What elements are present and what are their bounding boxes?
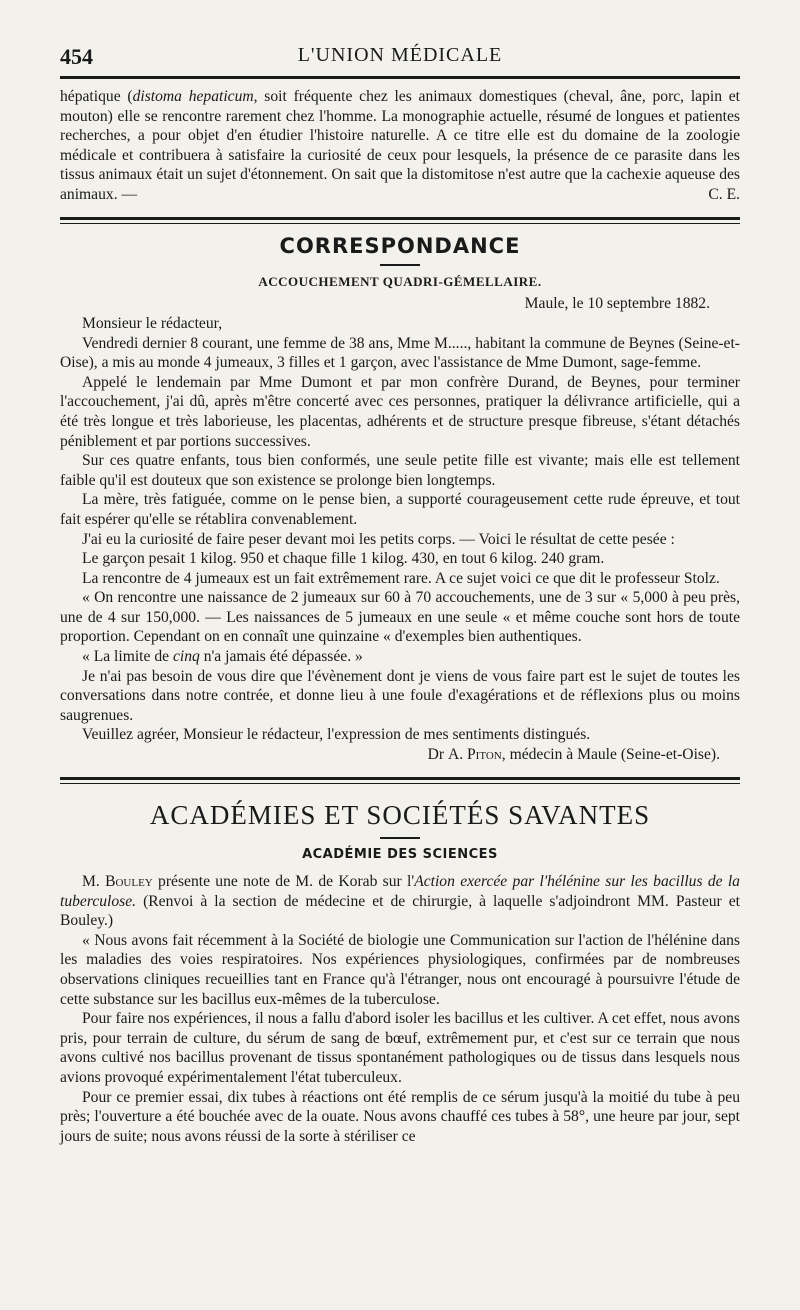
letter-paragraph: Appelé le lendemain par Mme Dumont et par mon confrère Durand, de Beynes, pour terminer l'accouchement, j'ai dû, après m'être concerté avec ces personnes, pratiquer la délivrance artificielle, qui a été très longue et très laborieuse, les placentas, adhérents et de structure presque fibreuse, s'étant détachés péniblement et par portions successives. bbox=[60, 373, 740, 450]
letter-paragraph: Le garçon pesait 1 kilog. 950 et chaque fille 1 kilog. 430, en tout 6 kilog. 240 gram. bbox=[82, 550, 605, 568]
review-species-name: distoma hepaticum bbox=[132, 88, 254, 105]
letter-title: ACCOUCHEMENT QUADRI-GÉMELLAIRE. bbox=[258, 273, 542, 289]
page-header bbox=[60, 40, 740, 74]
letter-paragraph: La rencontre de 4 jumeaux est un fait extrêmement rare. A ce sujet voici ce que dit le professeur Stolz. bbox=[82, 569, 720, 587]
letter-paragraph: J'ai eu la curiosité de faire peser devant moi les petits corps. — Voici le résultat de cette pesée : bbox=[82, 530, 675, 548]
letter-dateline: Maule, le 10 septembre 1882. bbox=[524, 294, 710, 312]
quote-suffix: n'a jamais été dépassée. » bbox=[199, 648, 363, 666]
letter-paragraph: Vendredi dernier 8 courant, une femme de 38 ans, Mme M....., habitant la commune de Beynes (Seine-et-Oise), a mis au monde 4 jumeaux, 3 filles et 1 garçon, avec l'assistance de Mme Dumont, sage-femme. bbox=[60, 334, 740, 372]
section-divider bbox=[60, 777, 740, 784]
title-short-rule bbox=[380, 837, 420, 839]
letter-paragraph: La mère, très fatiguée, comme on le pense bien, a supporté courageusement cette rude épreuve, et tout fait espérer qu'elle se rétablira convenablement. bbox=[60, 491, 740, 528]
letter-salutation: Monsieur le rédacteur, bbox=[82, 314, 223, 332]
review-text-end: , soit fréquente chez les animaux domestiques (cheval, âne, porc, lapin et mouton) elle se rencontre rarement chez l'homme. La monographie actuelle, résumé de longues et patientes recherches, a pour objet d'en étudier l'histoire naturelle. A ce titre elle est du domaine de la zoologie médicale et contribuera à satisfaire la curiosité de ceux pour lesquels, la présence de ce parasite dans les tissus animaux était un sujet d'étonnement. On sait que la distomitose n'est autre que la cachexie aqueuse des animaux. — bbox=[60, 88, 740, 203]
academie-paragraph: Pour faire nos expériences, il nous a fallu d'abord isoler les bacillus et les cultiver. A cet effet, nous avons pris, pour terrain de culture, du sérum de sang de bœuf, extrêmement pur, et c'est sur ce terrain que nous avons cultivé nos bacillus provenant de tissus spontanément pathologiques ou de tissus dans lesquels nous avions provoqué expérimentalement l'état tuberculeux. bbox=[60, 1010, 740, 1086]
signature-place: , médecin à Maule (Seine-et-Oise). bbox=[501, 746, 720, 764]
review-paragraph bbox=[60, 87, 740, 205]
academies-title: ACADÉMIES ET SOCIÉTÉS SAVANTES bbox=[149, 800, 651, 831]
review-signature: C. E. bbox=[708, 185, 740, 203]
academie-subtitle: ACADÉMIE DES SCIENCES bbox=[302, 847, 498, 863]
quote-prefix: « La limite de bbox=[82, 648, 173, 666]
page-number: 454 bbox=[60, 44, 93, 69]
section-divider bbox=[60, 217, 740, 224]
letter-closing: Veuillez agréer, Monsieur le rédacteur, l'expression de mes sentiments distingués. bbox=[82, 726, 591, 744]
quote-emphasis: cinq bbox=[172, 648, 200, 666]
academie-intro bbox=[60, 872, 740, 931]
letter-paragraph: Je n'ai pas besoin de vous dire que l'évènement dont je viens de vous faire part est le sujet de toutes les conversations dans notre contrée, et donne lieu à une foule d'exagérations et de réflexions plus ou moins saugrenues. bbox=[60, 667, 740, 724]
intro-speaker: M. Bouley bbox=[82, 873, 153, 891]
review-text-start: hépatique ( bbox=[60, 88, 133, 105]
title-short-rule bbox=[380, 264, 420, 266]
academie-paragraph: Pour ce premier essai, dix tubes à réactions ont été remplis de ce sérum jusqu'à la moitié du tube à peu près; l'ouverture a été bouchée avec de la ouate. Nous avons chauffé ces tubes à 58°, une heure par jour, sept jours de suite; nous avons réussi de la sorte à stériliser ce bbox=[60, 1088, 740, 1145]
intro-text-end: (Renvoi à la section de médecine et de chirurgie, à laquelle s'adjoindront MM. Pasteur et Bouley.) bbox=[60, 892, 740, 930]
intro-article-title: Action exercée par l'hélénine sur les bacillus de la tuberculose. bbox=[60, 873, 740, 910]
header-rule bbox=[60, 76, 740, 79]
letter-quote-end bbox=[60, 647, 740, 667]
letter-signature bbox=[60, 745, 740, 765]
academie-paragraph: « Nous avons fait récemment à la Société de biologie une Communication sur l'action de l'hélénine dans les maladies des voies respiratoires. Nos expériences physiologiques, confirmées par de nombreuses observations cliniques recueillies tant en France qu'à l'étranger, nous ont encouragé à poursuivre l'étude de cette substance sur les bacillus eux-mêmes de la tuberculose. bbox=[60, 931, 740, 1008]
letter-quote: « On rencontre une naissance de 2 jumeaux sur 60 à 70 accouchements, une de 3 sur « 5,000 à peu près, une de 4 sur 150,000. — Les naissances de 5 jumeaux en une seule « et même couche sont hors de toute proportion. Cependant on en connaît une quinzaine « d'exemples bien authentiques. bbox=[60, 589, 740, 646]
signature-title: Dr bbox=[427, 746, 445, 764]
signature-name: A. Piton bbox=[447, 746, 502, 764]
correspondance-title: CORRESPONDANCE bbox=[279, 233, 521, 258]
intro-text-start: présente une note de M. de Korab sur l' bbox=[152, 873, 415, 891]
letter-paragraph: Sur ces quatre enfants, tous bien conformés, une seule petite fille est vivante; mais elle est tellement faible qu'il est douteux que son existence se prolonge bien longtemps. bbox=[60, 452, 740, 489]
running-head: L'UNION MÉDICALE bbox=[297, 44, 503, 66]
